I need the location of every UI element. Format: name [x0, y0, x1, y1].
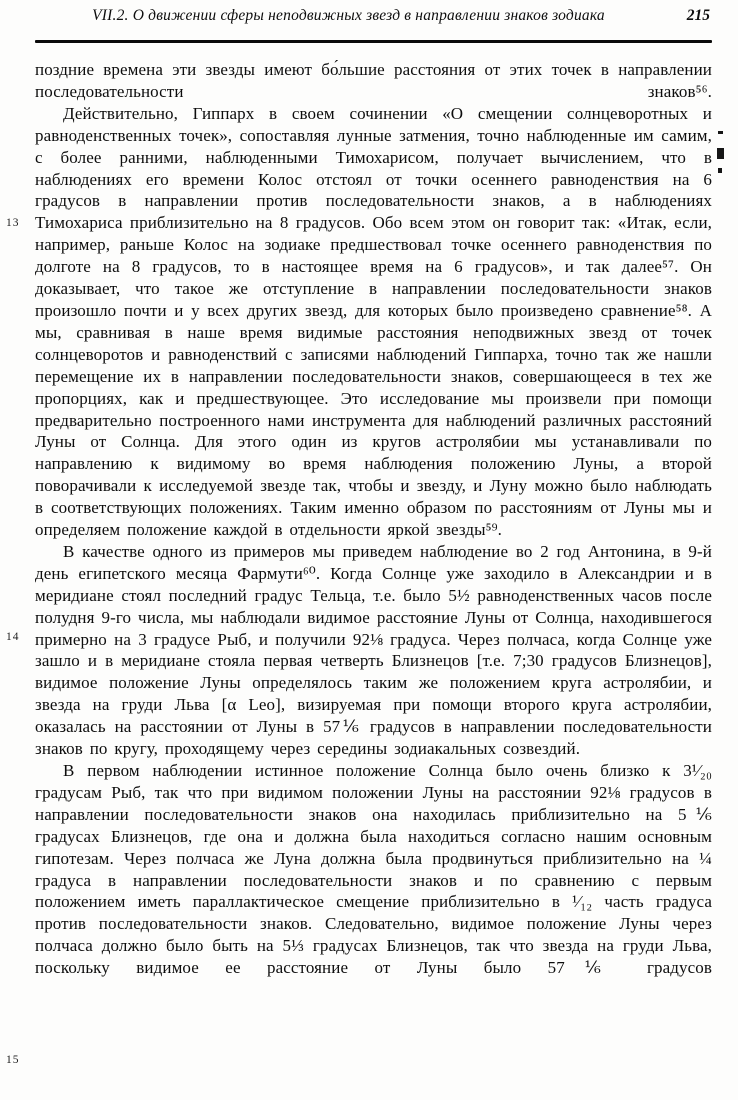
scan-artifact-mark	[718, 131, 723, 134]
paragraph-observation-example: В качестве одного из примеров мы приведем наблюдение во 2 год Антонина, в 9-й день египетского месяца Фармути⁶⁰. Когда Солнце уже заходило в Александрии и в меридиане стоял последний градус Тельца, т.е. было 5½ равноденственных часов после полудня 9-го числа, мы наблюдали видимое расстояние Луны от Солнца, находившегося примерно на 3 градусе Рыб, и получили 92⅛ градуса. Через полчаса, когда Солнце уже зашло и в меридиане стояла первая четверть Близнецов [т.е. 7;30 градусов Близнецов], видимое положение Луны определялось таким же положением круга астролябии, и звезда на груди Льва [α Leo], визируемая при помощи второго круга астролябии, оказалась на расстоянии от Луны в 57⅙ градусов в направлении последовательности знаков по кругу, проходящему через середины зодиакальных созвездий.	[35, 541, 712, 759]
running-head	[35, 7, 712, 31]
paragraph-continuation-from-previous-page: поздние времена эти звезды имеют бо́льшие расстояния от этих точек в направлении последовательности знаков⁵⁶.	[35, 60, 712, 101]
scan-artifact-mark	[718, 168, 722, 173]
margin-section-number-13: 13	[6, 217, 20, 229]
body-text	[35, 59, 712, 979]
running-head-title: VII.2. О движении сферы неподвижных звезд в направлении знаков зодиака	[92, 7, 605, 24]
header-rule	[35, 40, 712, 43]
paragraph-hipparchus-precession: Действительно, Гиппарх в своем сочинении «О смещении солнцеворотных и равноденственных точек», сопоставляя лунные затмения, точно наблюденные им самим, с более ранними, наблюденными Тимохарисом, получает вычислением, что в наблюдениях его времени Колос отстоял от точки осеннего равноденствия на 6 градусов в направлении против последовательности знаков, а в наблюдениях Тимохариса приблизительно на 8 градусов. Обо всем этом он говорит так: «Итак, если, например, раньше Колос на зодиаке предшествовал точке осеннего равноденствия по долготе на 8 градусов, то в настоящее время на 6 градусов», и так далее⁵⁷. Он доказывает, что такое же отступление в направлении последовательности знаков произошло почти и у всех других звезд, для которых было произведено сравнение⁵⁸. А мы, сравнивая в наше время видимые расстояния неподвижных звезд от точек солнцеворотов и равноденствий с записями наблюдений Гиппарха, точно так же нашли перемещение их в направлении последовательности знаков, совершающееся в тех же пропорциях, как и предшествующее. Это исследование мы произвели при помощи предварительно построенного нами инструмента для наблюдений различных расстояний Луны от Солнца. Для этого один из кругов астролябии мы устанавливали по направлению к видимому во время наблюдения положению Луны, а второй поворачивали к исследуемой звезде так, чтобы и звезду, и Луну можно было наблюдать в соответствующих положениях. Таким именно образом по расстояниям от Луны мы и определяем положение каждой в отдельности яркой звезды⁵⁹.	[35, 103, 712, 540]
margin-section-number-15: 15	[6, 1054, 20, 1066]
paragraph-first-observation-analysis: В первом наблюдении истинное положение Солнца было очень близко к 3¹⁄₂₀ градусам Рыб, так что при видимом положении Луны на расстоянии 92⅛ градусов в направлении последовательности знаков она находилась приблизительно на 5⅙ градусах Близнецов, где она и должна была находиться согласно нашим основным гипотезам. Через полчаса же Луна должна была продвинуться приблизительно на ¼ градуса в направлении последовательности знаков и по сравнению с первым положением иметь параллактическое смещение приблизительно в ¹⁄₁₂ часть градуса против последовательности знаков. Следовательно, видимое положение Луны через полчаса должно было быть на 5⅓ градусах Близнецов, так что звезда на груди Льва, поскольку видимое ее расстояние от Луны было 57⅙ градусов	[35, 761, 712, 978]
margin-section-number-14: 14	[6, 631, 20, 643]
page-number: 215	[686, 7, 710, 24]
scan-artifact-mark	[717, 148, 724, 159]
